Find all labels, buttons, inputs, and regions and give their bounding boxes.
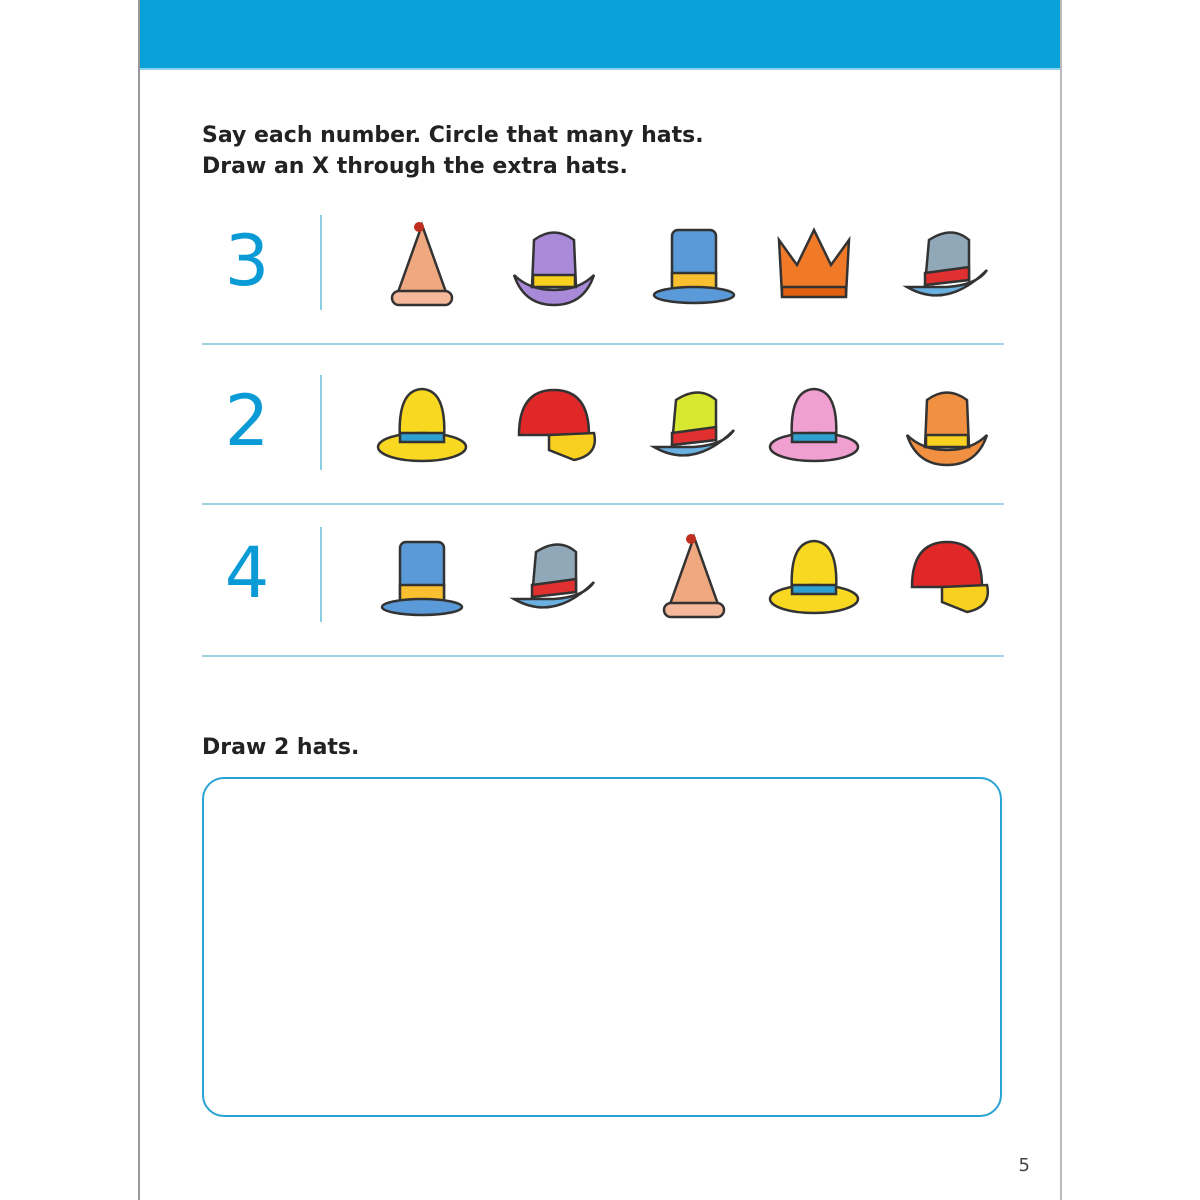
row-number: 2	[224, 380, 270, 462]
hat-row	[202, 507, 1004, 657]
worksheet-page	[138, 0, 1062, 1200]
instruction-line-2: Draw an X through the extra hats.	[202, 154, 628, 179]
cap-hat-icon[interactable]	[504, 375, 604, 475]
cone-hat-icon[interactable]	[644, 527, 744, 627]
instructions	[202, 120, 704, 182]
row-separator	[202, 503, 1004, 505]
drawing-box[interactable]	[202, 777, 1002, 1117]
cowboy-hat-icon[interactable]	[897, 375, 997, 475]
fedora-hat-icon[interactable]	[897, 215, 997, 315]
bowler-hat-icon[interactable]	[372, 375, 472, 475]
cone-hat-icon[interactable]	[372, 215, 472, 315]
cowboy-hat-icon[interactable]	[504, 215, 604, 315]
row-divider	[320, 215, 322, 310]
row-divider	[320, 375, 322, 470]
row-divider	[320, 527, 322, 622]
top-hat-icon[interactable]	[372, 527, 472, 627]
page-number: 5	[1018, 1155, 1030, 1176]
row-separator	[202, 655, 1004, 657]
cap-hat-icon[interactable]	[897, 527, 997, 627]
hat-row	[202, 195, 1004, 345]
fedora-hat-icon[interactable]	[504, 527, 604, 627]
crown-hat-icon[interactable]	[764, 215, 864, 315]
row-separator	[202, 343, 1004, 345]
instruction-line-1: Say each number. Circle that many hats.	[202, 123, 704, 148]
bowler-hat-icon[interactable]	[764, 375, 864, 475]
bowler-hat-icon[interactable]	[764, 527, 864, 627]
fedora-hat-icon[interactable]	[644, 375, 744, 475]
draw-instruction: Draw 2 hats.	[202, 735, 360, 760]
hat-row	[202, 355, 1004, 505]
row-number: 4	[224, 532, 270, 614]
row-number: 3	[224, 220, 270, 302]
header-band	[140, 0, 1060, 70]
top-hat-icon[interactable]	[644, 215, 744, 315]
